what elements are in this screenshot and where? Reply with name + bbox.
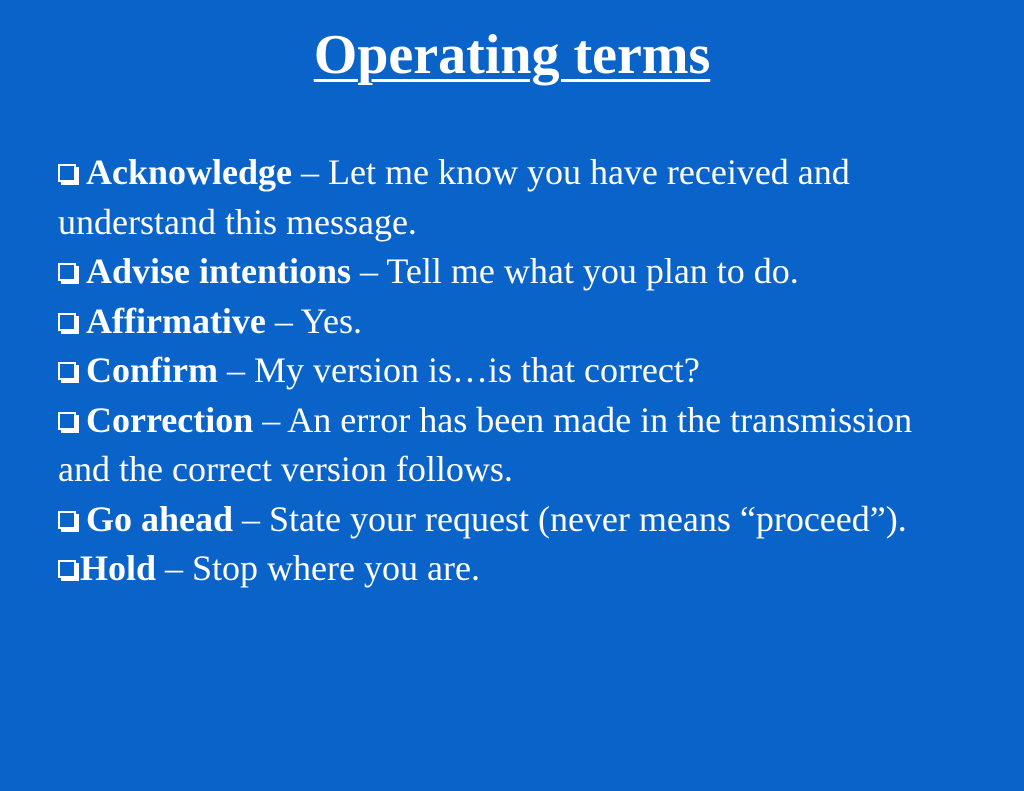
terms-list (58, 148, 958, 594)
list-item (58, 544, 958, 594)
term-name: Correction (86, 399, 254, 440)
term-definition: – Yes. (265, 300, 362, 341)
checkbox-bullet-icon (58, 560, 76, 578)
term-definition: – Tell me what you plan to do. (351, 251, 799, 291)
checkbox-bullet-icon (58, 412, 76, 430)
checkbox-bullet-icon (58, 263, 76, 281)
list-item (58, 346, 958, 396)
term-definition: – An error has been made in the transmission and the correct version follows. (58, 399, 913, 489)
term-name: Hold (80, 548, 157, 588)
term-name: Confirm (86, 350, 218, 390)
term-name: Advise intentions (86, 251, 352, 291)
list-item (58, 297, 958, 347)
term-definition: – Stop where you are. (156, 548, 480, 588)
term-definition: – State your request (never means “proceed”). (233, 498, 907, 539)
list-item (58, 396, 958, 495)
term-name: Acknowledge (86, 152, 292, 192)
term-name: Go ahead (86, 498, 234, 539)
page-title: Operating terms (313, 24, 711, 86)
checkbox-bullet-icon (58, 511, 76, 529)
checkbox-bullet-icon (58, 164, 76, 182)
term-name: Affirmative (86, 300, 266, 341)
list-item (58, 495, 958, 545)
term-definition: – My version is…is that correct? (217, 350, 700, 390)
term-definition: – Let me know you have received and understand this message. (58, 152, 850, 242)
list-item (58, 148, 958, 247)
list-item (58, 247, 958, 297)
checkbox-bullet-icon (58, 313, 76, 331)
checkbox-bullet-icon (58, 362, 76, 380)
